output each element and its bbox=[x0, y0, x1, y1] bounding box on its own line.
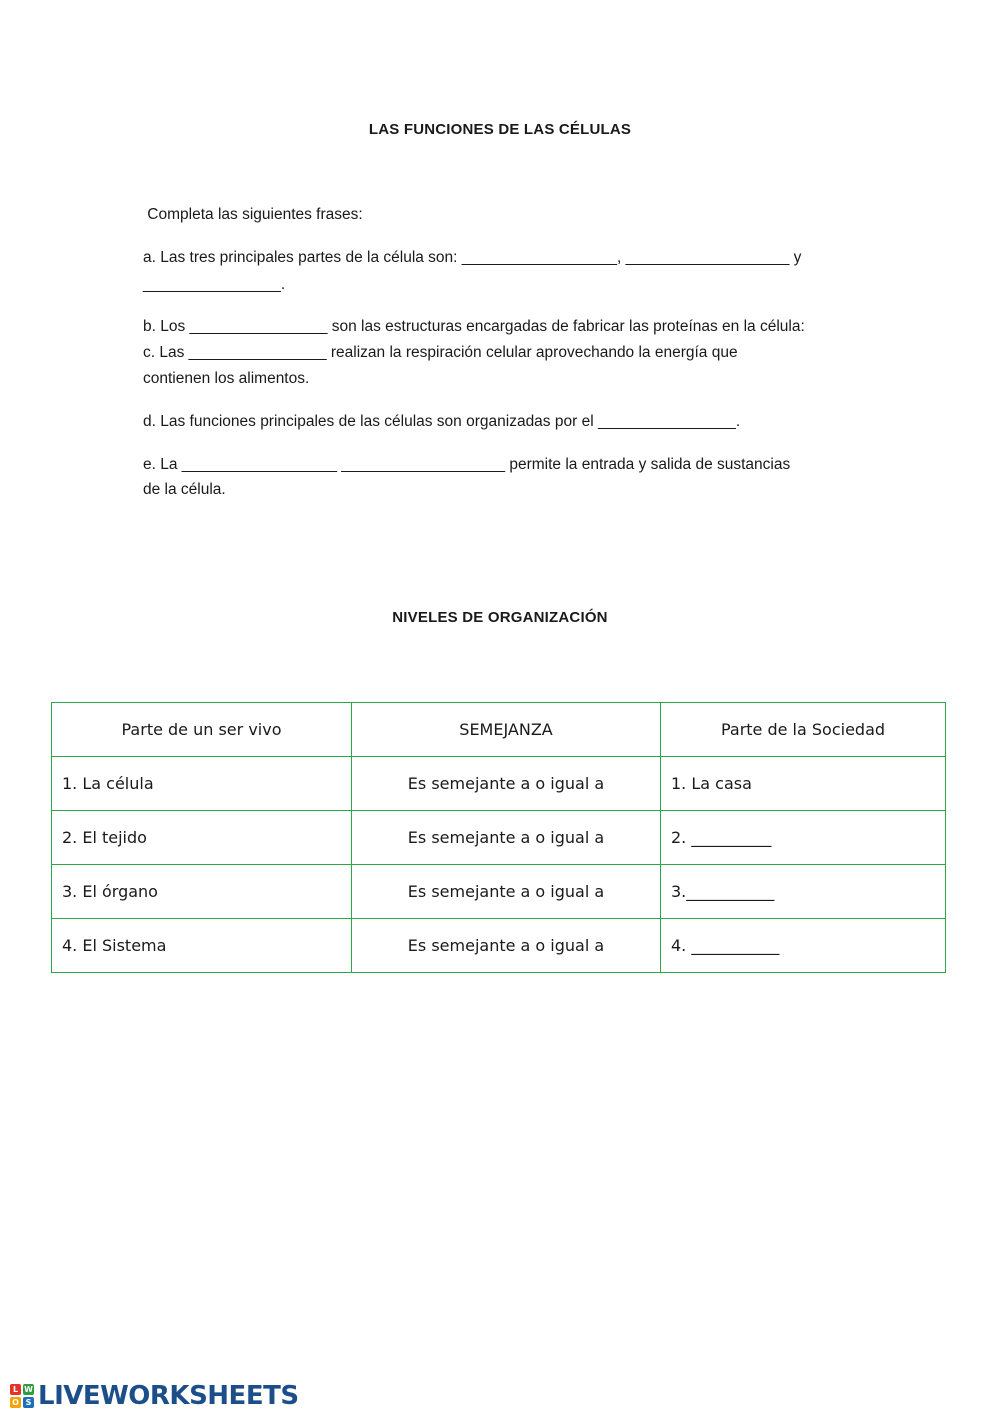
sentence-c-line1: c. Las ________________ realizan la respiración celular aprovechando la energía que bbox=[143, 344, 738, 361]
section-title-funciones: LAS FUNCIONES DE LAS CÉLULAS bbox=[368, 121, 632, 138]
sentence-a-line1: a. Las tres principales partes de la célula son: __________________, ___________________ y bbox=[143, 249, 802, 266]
sentence-e-line2: de la célula. bbox=[143, 481, 226, 498]
header-ser-vivo: Parte de un ser vivo bbox=[52, 703, 352, 757]
section-title-niveles: NIVELES DE ORGANIZACIÓN bbox=[392, 609, 608, 626]
cell-sociedad: 1. La casa bbox=[661, 757, 946, 811]
table-row bbox=[52, 811, 946, 865]
logo-tile: L bbox=[10, 1384, 21, 1395]
cell-ser-vivo: 1. La célula bbox=[52, 757, 352, 811]
logo-text: LIVEWORKSHEETS bbox=[38, 1381, 299, 1411]
cell-sociedad: 3.___________ bbox=[661, 865, 946, 919]
instruction-text: Completa las siguientes frases: bbox=[143, 206, 363, 223]
header-sociedad: Parte de la Sociedad bbox=[661, 703, 946, 757]
cell-semejanza: Es semejante a o igual a bbox=[352, 757, 661, 811]
table-header-row bbox=[52, 703, 946, 757]
header-semejanza: SEMEJANZA bbox=[352, 703, 661, 757]
cell-semejanza: Es semejante a o igual a bbox=[352, 919, 661, 973]
sentence-e-line1: e. La __________________ ___________________ permite la entrada y salida de sustancias bbox=[143, 456, 791, 473]
cell-semejanza: Es semejante a o igual a bbox=[352, 865, 661, 919]
cell-ser-vivo: 2. El tejido bbox=[52, 811, 352, 865]
table-row bbox=[52, 757, 946, 811]
cell-ser-vivo: 3. El órgano bbox=[52, 865, 352, 919]
logo-tile: W bbox=[24, 1385, 33, 1394]
cell-sociedad: 2. __________ bbox=[661, 811, 946, 865]
logo-tile: O bbox=[10, 1397, 21, 1408]
liveworksheets-logo[interactable] bbox=[10, 1380, 299, 1412]
logo-tile: S bbox=[23, 1397, 34, 1408]
sentence-d: d. Las funciones principales de las células son organizadas por el ________________. bbox=[143, 413, 741, 430]
sentence-b: b. Los ________________ son las estructuras encargadas de fabricar las proteínas en la célula: bbox=[143, 318, 805, 335]
cell-semejanza: Es semejante a o igual a bbox=[352, 811, 661, 865]
table-row bbox=[52, 919, 946, 973]
sentence-c-line2: contienen los alimentos. bbox=[143, 370, 310, 387]
cell-sociedad: 4. ___________ bbox=[661, 919, 946, 973]
organization-table bbox=[51, 702, 946, 973]
sentence-a-line2: ________________. bbox=[143, 276, 286, 293]
cell-ser-vivo: 4. El Sistema bbox=[52, 919, 352, 973]
table-row bbox=[52, 865, 946, 919]
liveworksheets-icon bbox=[10, 1384, 34, 1408]
